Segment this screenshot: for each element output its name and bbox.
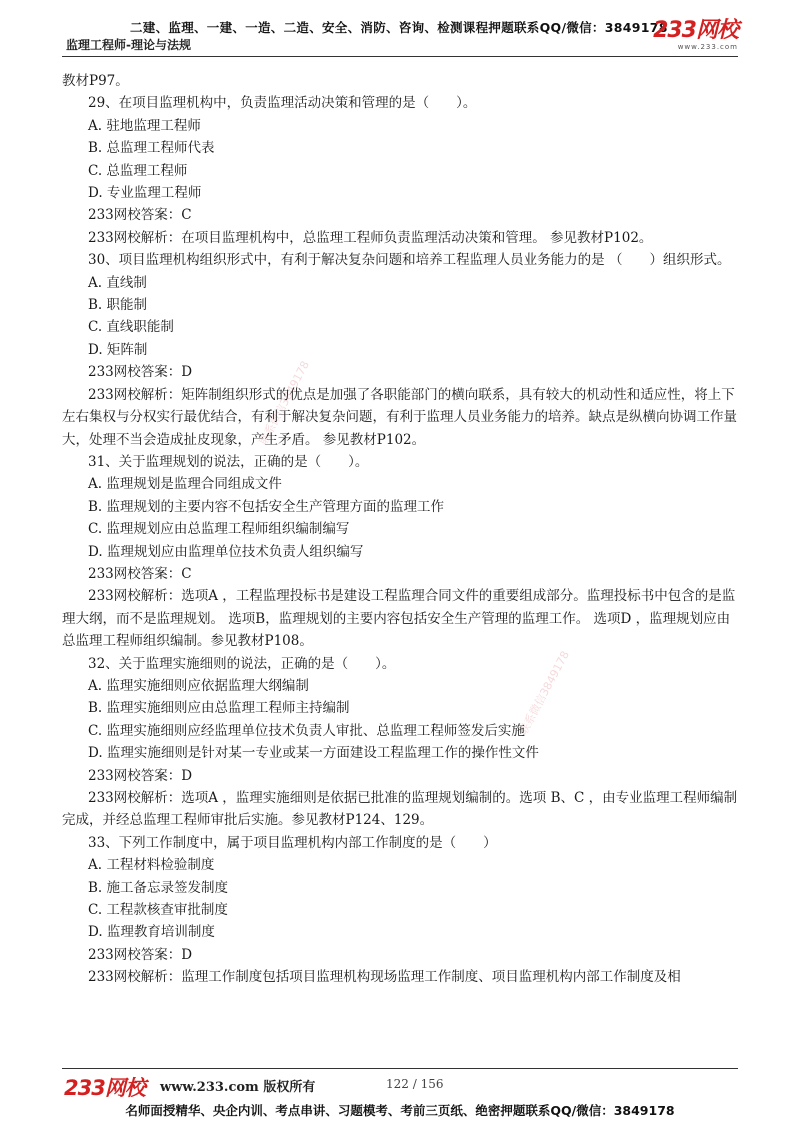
footer-logo: 233网校 (64, 1076, 145, 1100)
body-line: D. 监理实施细则是针对某一专业或某一方面建设工程监理工作的操作性文件 (88, 745, 539, 762)
body-line: A. 驻地监理工程师 (88, 117, 201, 134)
document-subtitle: 监理工程师-理论与法规 (66, 38, 191, 52)
body-line: 233网校答案：D (88, 767, 193, 784)
body-line: B. 施工备忘录签发制度 (88, 879, 229, 896)
header-promo-text: 二建、监理、一建、一造、二造、安全、消防、咨询、检测课程押题联系QQ/微信：3849178 (130, 20, 668, 35)
body-line: B. 总监理工程师代表 (88, 140, 215, 157)
body-line: B. 监理实施细则应由总监理工程师主持编制 (88, 700, 350, 717)
body-line: 31、关于监理规划的说法，正确的是（ ）。 (88, 453, 369, 470)
document-body (62, 70, 738, 989)
body-line: D. 专业监理工程师 (88, 185, 202, 202)
body-line: C. 工程款核查审批制度 (88, 902, 228, 919)
body-line: A. 工程材料检验制度 (88, 857, 215, 874)
body-line: A. 监理实施细则应依据监理大纲编制 (88, 677, 309, 694)
body-line: C. 监理实施细则应经监理单位技术负责人审批、总监理工程师签发后实施 (88, 722, 525, 739)
body-line: 233网校解析：矩阵制组织形式的优点是加强了各职能部门的横向联系，具有较大的机动性和适应性，将上下左右集权与分权实行最优结合，有利于解决复杂问题，有利于监理人员业务能力的培养。缺点是纵横向协调工作量大，处理不当会造成扯皮现象，产生矛盾。 参见教材P102。 (62, 386, 737, 448)
body-line: C. 直线职能制 (88, 319, 174, 336)
body-line: 29、在项目监理机构中，负责监理活动决策和管理的是（ ）。 (88, 95, 477, 112)
body-line: 233网校答案：C (88, 207, 192, 224)
body-line: 32、关于监理实施细则的说法，正确的是（ ）。 (88, 655, 396, 672)
body-line: D. 矩阵制 (88, 341, 148, 358)
page-number: 122 / 156 (386, 1077, 444, 1091)
watermark: 联系微信3849178 (256, 358, 312, 448)
body-line: A. 监理规划是监理合同组成文件 (88, 476, 282, 493)
footer-promo-text: 名师面授精华、央企内训、考点串讲、习题模考、考前三页纸、绝密押题联系QQ/微信：3849178 (125, 1103, 675, 1118)
body-line: 教材P97。 (62, 73, 129, 89)
body-line: 233网校答案：D (88, 364, 193, 381)
brand-logo-text: 233网校 (653, 18, 738, 43)
body-line: C. 总监理工程师 (88, 162, 188, 179)
body-line: D. 监理规划应由监理单位技术负责人组织编写 (88, 543, 364, 560)
header-divider (62, 56, 738, 57)
brand-logo (653, 20, 738, 51)
body-line: 33、下列工作制度中，属于项目监理机构内部工作制度的是（ ） (88, 834, 497, 851)
footer-divider (62, 1068, 738, 1069)
body-line: 233网校解析：监理工作制度包括项目监理机构现场监理工作制度、项目监理机构内部工作制度及相 (88, 969, 681, 986)
body-line: A. 直线制 (88, 274, 147, 291)
body-line: B. 职能制 (88, 297, 148, 314)
brand-logo-url: www.233.com (677, 43, 738, 51)
body-line: 233网校答案：D (88, 946, 193, 963)
body-line: 30、项目监理机构组织形式中，有利于解决复杂问题和培养工程监理人员业务能力的是 （ ）组织形式。 (88, 252, 731, 269)
body-line: 233网校答案：C (88, 565, 192, 582)
body-line: 233网校解析：在项目监理机构中，总监理工程师负责监理活动决策和管理。 参见教材P102。 (88, 229, 653, 246)
watermark: 联系微信3849178 (516, 648, 572, 738)
body-line: 233网校解析：选项A ，监理实施细则是依据已批准的监理规划编制的。选项 B、C ，由专业监理工程师编制完成，并经总监理工程师审批后实施。参见教材P124、129。 (62, 790, 738, 829)
footer-copyright: www.233.com 版权所有 (160, 1080, 316, 1095)
body-line: D. 监理教育培训制度 (88, 924, 215, 941)
body-line: 233网校解析：选项A ，工程监理投标书是建设工程监理合同文件的重要组成部分。监理投标书中包含的是监理大纲，而不是监理规划。 选项B，监理规划的主要内容包括安全生产管理的监理工作。 选项D ，监理规划应由总监理工程师组织编制。参见教材P108。 (62, 588, 736, 650)
body-line: B. 监理规划的主要内容不包括安全生产管理方面的监理工作 (88, 498, 445, 515)
body-line: C. 监理规划应由总监理工程师组织编制编写 (88, 521, 350, 538)
